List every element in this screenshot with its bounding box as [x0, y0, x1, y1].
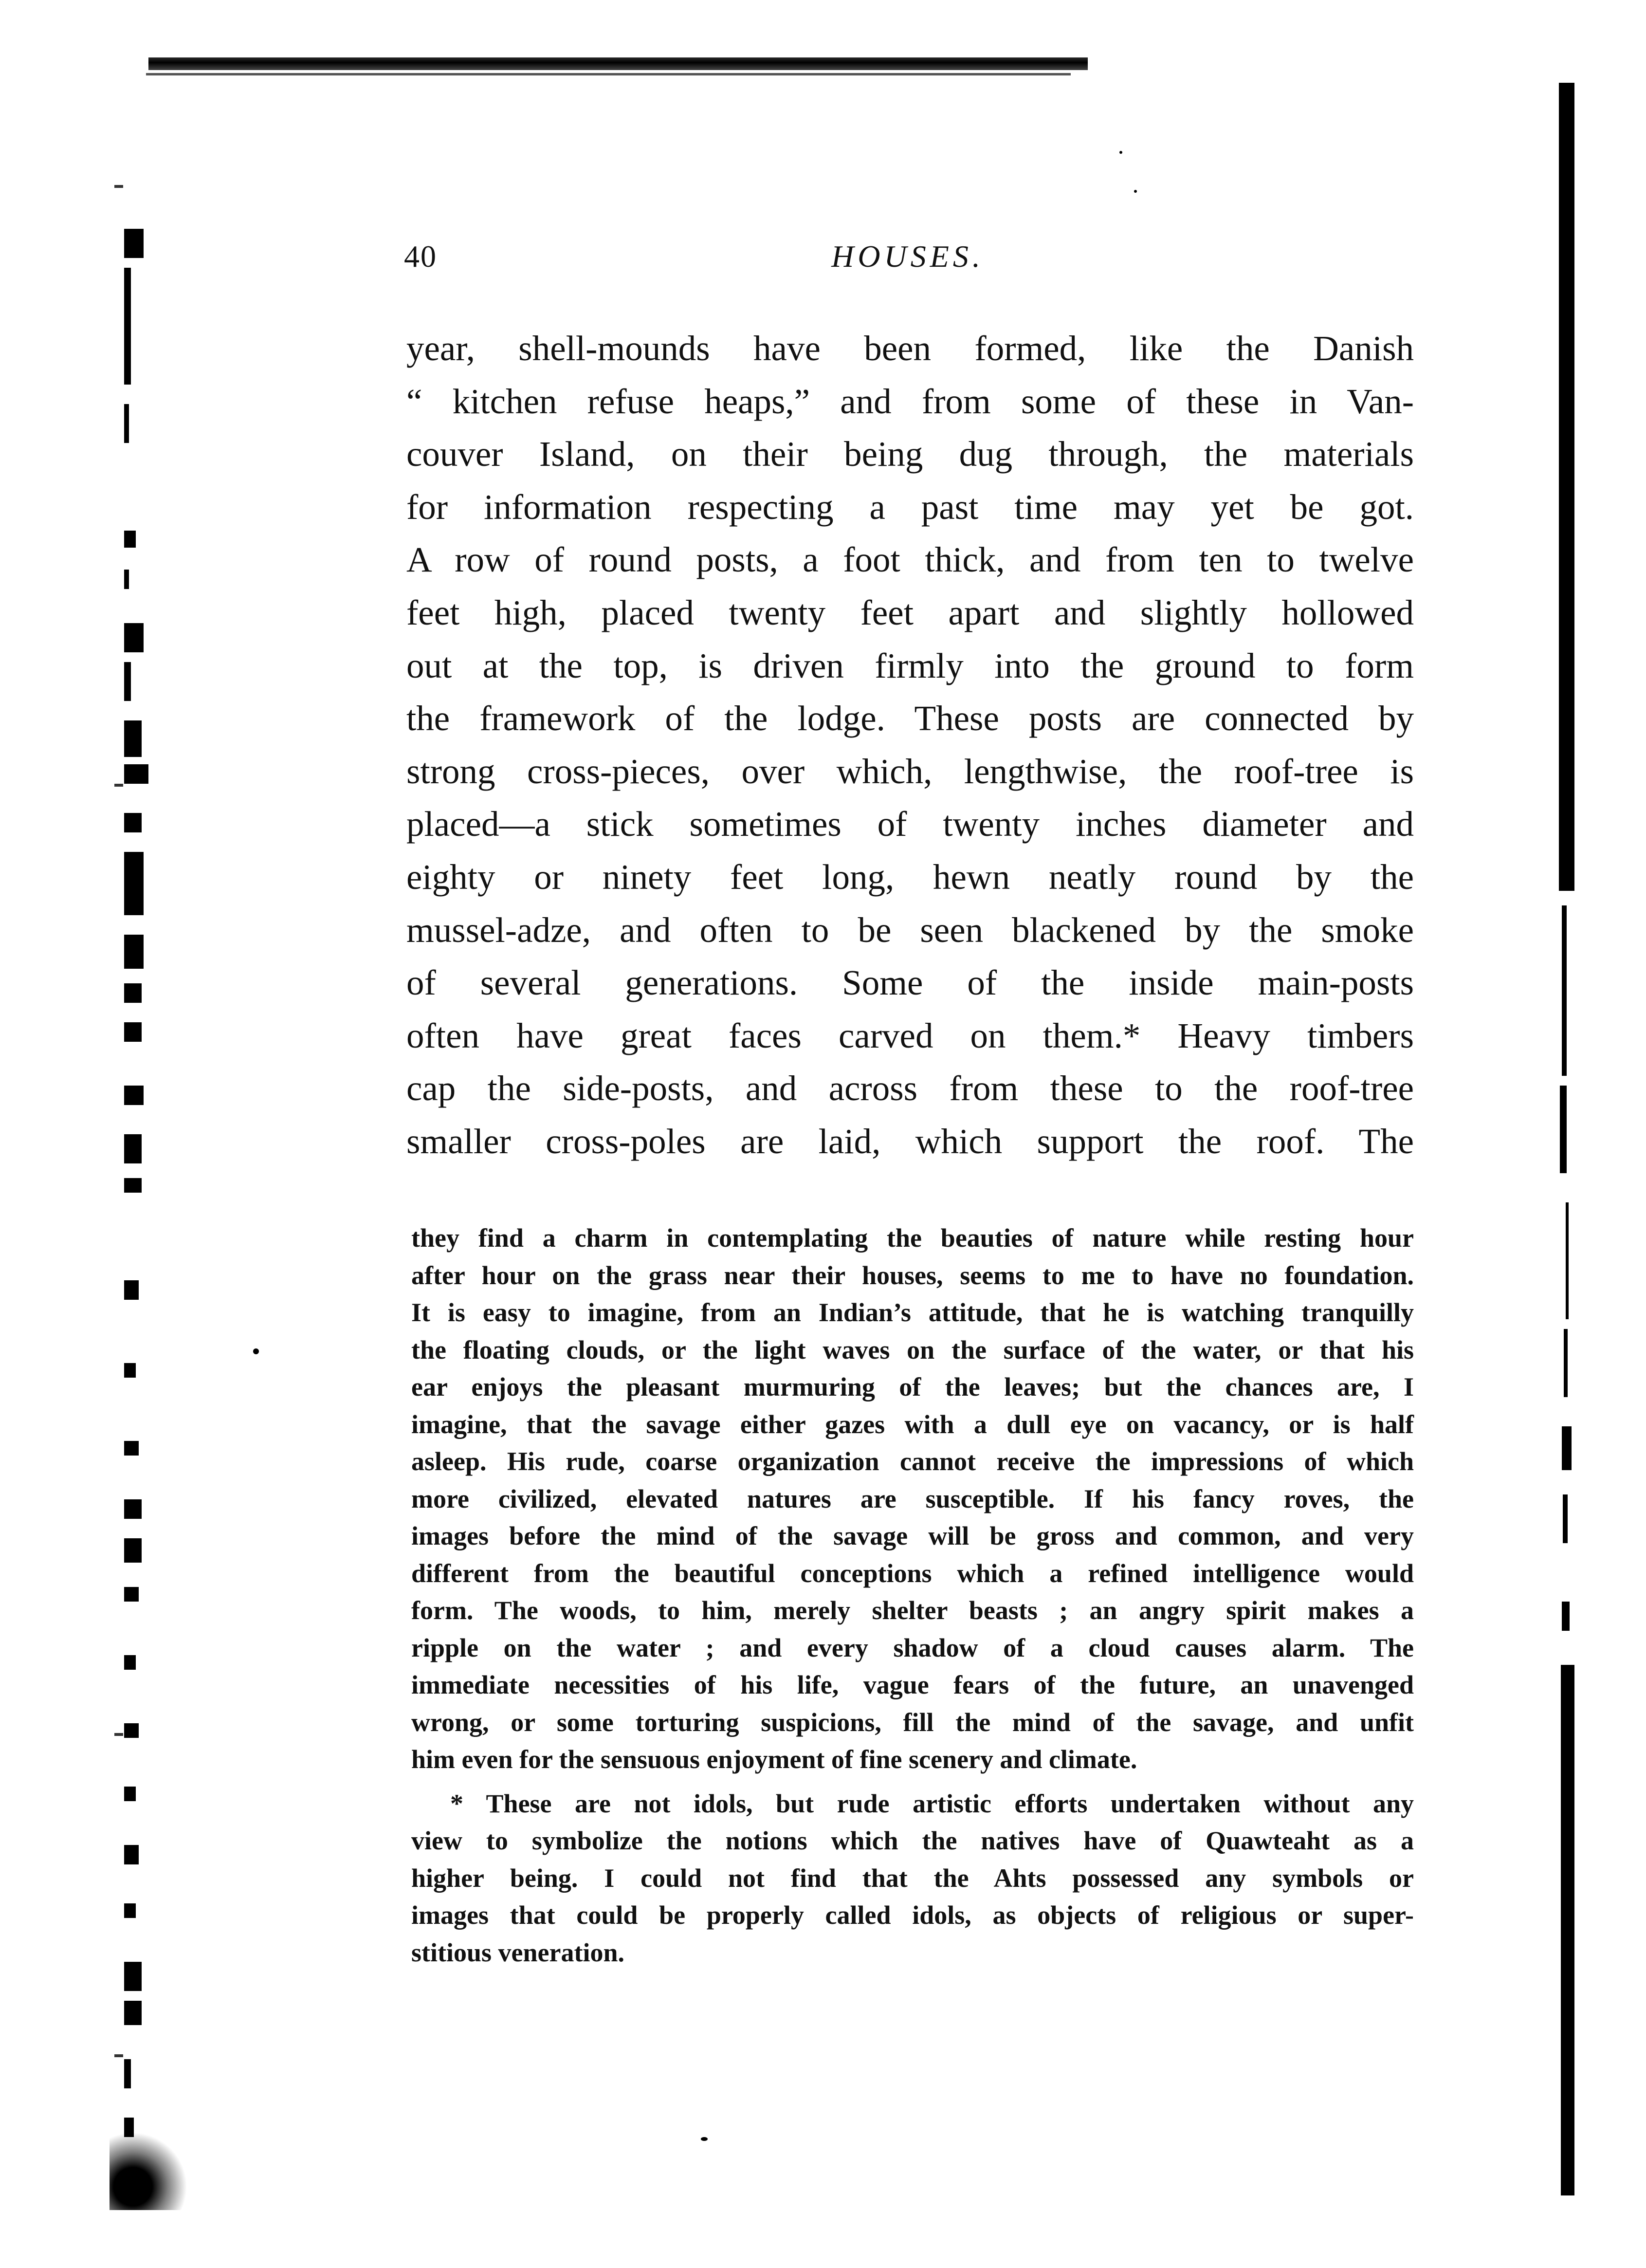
- scan-edge-top-thin: [146, 73, 1071, 75]
- scan-speck: [1119, 151, 1122, 154]
- body-line: cap the side-posts, and across from these to the roof-tree: [406, 1069, 1414, 1108]
- scan-speck: [701, 2137, 708, 2141]
- running-title: HOUSES.: [831, 239, 984, 274]
- footnote-line: they find a charm in contemplating the beauties of nature while resting hour: [411, 1223, 1414, 1253]
- scan-shadow-corner: [110, 2132, 187, 2210]
- scan-mark: [114, 784, 123, 787]
- scan-mark: [114, 1733, 123, 1736]
- footnote-line: It is easy to imagine, from an Indian’s attitude, that he is watching tranquilly: [411, 1298, 1414, 1327]
- body-line: often have great faces carved on them.* Heavy timbers: [406, 1015, 1414, 1055]
- body-line: strong cross-pieces, over which, lengthwise, the roof-tree is: [406, 751, 1414, 791]
- footnote-line: higher being. I could not find that the Ahts possessed any symbols or: [411, 1863, 1414, 1893]
- body-line: “ kitchen refuse heaps,” and from some of these in Van-: [406, 381, 1414, 421]
- footnote-continued: [411, 1219, 1414, 1778]
- body-line: of several generations. Some of the inside main-posts: [406, 963, 1414, 1003]
- scan-edge-left: [124, 229, 154, 2205]
- body-line: placed—a stick sometimes of twenty inches diameter and: [406, 804, 1414, 844]
- footnote-line: more civilized, elevated natures are susceptible. If his fancy roves, the: [411, 1484, 1414, 1513]
- footnote-line: different from the beautiful conceptions which a refined intelligence would: [411, 1558, 1414, 1588]
- scan-edge-top: [148, 57, 1088, 70]
- footnote-line: ear enjoys the pleasant murmuring of the leaves; but the chances are, I: [411, 1372, 1414, 1401]
- body-line: for information respecting a past time may yet be got.: [406, 487, 1414, 527]
- body-line: A row of round posts, a foot thick, and from ten to twelve: [406, 540, 1414, 580]
- body-line: couver Island, on their being dug through, the materials: [406, 434, 1414, 474]
- footnote-line: images that could be properly called idols, as objects of religious or super-: [411, 1900, 1414, 1930]
- body-line: feet high, placed twenty feet apart and slightly hollowed: [406, 592, 1414, 632]
- footnote-line: him even for the sensuous enjoyment of fine scenery and climate.: [411, 1745, 1137, 1774]
- footnote-line: images before the mind of the savage will be gross and common, and very: [411, 1521, 1414, 1550]
- footnote-line: form. The woods, to him, merely shelter beasts ; an angry spirit makes a: [411, 1596, 1414, 1625]
- scan-mark: [114, 185, 123, 188]
- footnote-line: * These are not idols, but rude artistic efforts undertaken without any: [450, 1789, 1414, 1818]
- footnotes: [411, 1219, 1414, 1971]
- footnote-line: asleep. His rude, coarse organization cannot receive the impressions of which: [411, 1447, 1414, 1476]
- body-line: eighty or ninety feet long, hewn neatly round by the: [406, 857, 1414, 897]
- footnote-line: imagine, that the savage either gazes with a dull eye on vacancy, or is half: [411, 1409, 1414, 1439]
- running-head: [404, 239, 1411, 282]
- scan-speck: [253, 1348, 259, 1354]
- footnote-star: [411, 1785, 1414, 1972]
- body-line: the framework of the lodge. These posts are connected by: [406, 699, 1414, 738]
- body-line: year, shell-mounds have been formed, like the Danish: [406, 329, 1414, 368]
- body-line: smaller cross-poles are laid, which support the roof. The: [406, 1121, 1414, 1161]
- body-line: mussel-adze, and often to be seen blackened by the smoke: [406, 910, 1414, 950]
- scan-mark: [114, 2054, 123, 2057]
- footnote-line: ripple on the water ; and every shadow of a cloud causes alarm. The: [411, 1633, 1414, 1662]
- footnote-line: after hour on the grass near their houses, seems to me to have no foundation.: [411, 1260, 1414, 1290]
- body-line: out at the top, is driven firmly into the ground to form: [406, 645, 1414, 685]
- scan-speck: [1134, 190, 1137, 193]
- page-number: 40: [404, 239, 437, 274]
- footnote-line: stitious veneration.: [411, 1937, 624, 1967]
- scan-edge-right: [1555, 83, 1582, 2195]
- body-text: [406, 322, 1414, 1168]
- footnote-line: the floating clouds, or the light waves on the surface of the water, or that his: [411, 1335, 1414, 1364]
- footnote-line: wrong, or some torturing suspicions, fill the mind of the savage, and unfit: [411, 1707, 1414, 1737]
- footnote-line: view to symbolize the notions which the natives have of Quawteaht as a: [411, 1826, 1414, 1855]
- footnote-line: immediate necessities of his life, vague fears of the future, an unavenged: [411, 1670, 1414, 1699]
